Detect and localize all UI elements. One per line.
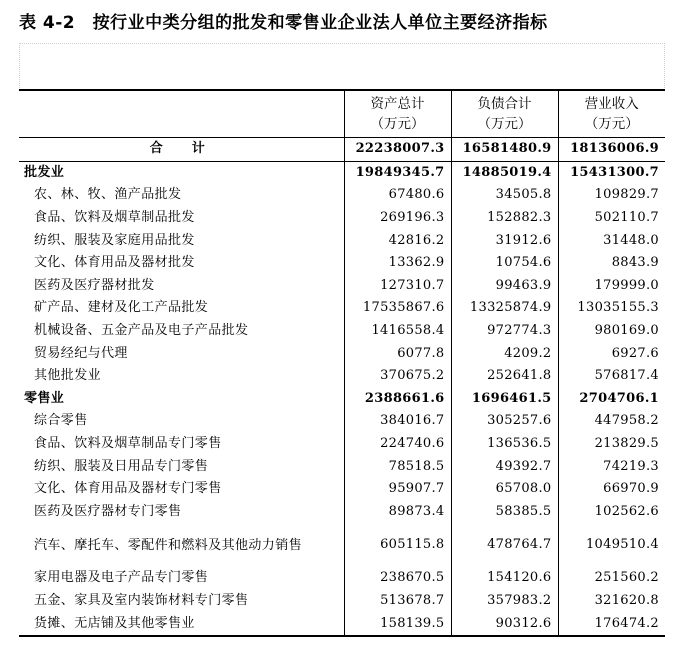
row-label: 农、林、牧、渔产品批发 [34, 187, 182, 203]
total-liabilities-cell: 478764.7 [451, 523, 558, 567]
total-liabilities-cell: 99463.9 [451, 275, 558, 298]
total-liabilities-cell: 136536.5 [451, 433, 558, 456]
operating-revenue-cell: 2704706.1 [558, 388, 665, 411]
header-total-assets-label: 资产总计 [370, 96, 425, 112]
total-liabilities-cell: 16581480.9 [451, 138, 558, 162]
row-label: 零售业 [24, 390, 65, 406]
table-row [19, 229, 665, 252]
total-assets-cell: 605115.8 [344, 523, 451, 567]
total-assets-cell: 22238007.3 [344, 138, 451, 162]
operating-revenue-cell: 66970.9 [558, 478, 665, 501]
operating-revenue-cell: 447958.2 [558, 410, 665, 433]
operating-revenue-cell: 1049510.4 [558, 523, 665, 567]
table-row [19, 478, 665, 501]
operating-revenue-cell: 109829.7 [558, 184, 665, 207]
total-assets-cell: 42816.2 [344, 229, 451, 252]
total-liabilities-cell: 1696461.5 [451, 388, 558, 411]
total-assets-cell: 67480.6 [344, 184, 451, 207]
header-total-assets [344, 90, 451, 138]
table-row [19, 184, 665, 207]
operating-revenue-cell: 74219.3 [558, 455, 665, 478]
operating-revenue-cell: 179999.0 [558, 275, 665, 298]
total-row [19, 138, 665, 162]
total-liabilities-cell: 34505.8 [451, 184, 558, 207]
header-operating-revenue-unit: （万元） [584, 116, 639, 132]
row-label: 其他批发业 [34, 368, 102, 384]
table-title: 表 4-2 按行业中类分组的批发和零售业企业法人单位主要经济指标 [19, 13, 548, 33]
total-liabilities-cell: 357983.2 [451, 590, 558, 613]
header-total-liabilities-label: 负债合计 [477, 96, 532, 112]
total-assets-cell: 1416558.4 [344, 320, 451, 343]
operating-revenue-cell: 576817.4 [558, 365, 665, 388]
row-label: 医药及医疗器材批发 [34, 277, 155, 293]
header-total-assets-unit: （万元） [370, 116, 425, 132]
operating-revenue-cell: 321620.8 [558, 590, 665, 613]
table-row [19, 297, 665, 320]
total-assets-cell: 95907.7 [344, 478, 451, 501]
total-liabilities-cell: 90312.6 [451, 612, 558, 636]
row-label: 货摊、无店铺及其他零售业 [19, 612, 344, 636]
table-row [19, 523, 665, 567]
sector-row [19, 388, 665, 411]
operating-revenue-cell: 13035155.3 [558, 297, 665, 320]
operating-revenue-cell: 980169.0 [558, 320, 665, 343]
total-liabilities-cell: 58385.5 [451, 501, 558, 524]
blank-header-band [19, 43, 665, 90]
table-row [19, 365, 665, 388]
total-assets-cell: 2388661.6 [344, 388, 451, 411]
operating-revenue-cell: 213829.5 [558, 433, 665, 456]
table-row [19, 455, 665, 478]
total-liabilities-cell: 49392.7 [451, 455, 558, 478]
table-row [19, 320, 665, 343]
table-row [19, 252, 665, 275]
row-label: 纺织、服装及日用品专门零售 [34, 458, 209, 474]
row-label: 食品、饮料及烟草制品专门零售 [34, 436, 222, 452]
total-liabilities-cell: 4209.2 [451, 342, 558, 365]
economic-indicators-table [19, 89, 665, 637]
total-liabilities-cell: 305257.6 [451, 410, 558, 433]
total-assets-cell: 158139.5 [344, 612, 451, 636]
row-label: 批发业 [24, 164, 65, 180]
total-liabilities-cell: 65708.0 [451, 478, 558, 501]
total-liabilities-cell: 152882.3 [451, 207, 558, 230]
row-label: 汽车、摩托车、零配件和燃料及其他动力销售 [34, 537, 303, 553]
total-assets-cell: 19849345.7 [344, 161, 451, 184]
header-operating-revenue [558, 90, 665, 138]
total-liabilities-cell: 31912.6 [451, 229, 558, 252]
total-assets-cell: 384016.7 [344, 410, 451, 433]
header-category [19, 90, 344, 138]
row-label: 文化、体育用品及器材专门零售 [34, 481, 222, 497]
header-total-liabilities-unit: （万元） [477, 116, 532, 132]
total-assets-cell: 13362.9 [344, 252, 451, 275]
operating-revenue-cell: 6927.6 [558, 342, 665, 365]
table-row [19, 433, 665, 456]
row-label: 食品、饮料及烟草制品批发 [34, 210, 195, 226]
operating-revenue-cell: 102562.6 [558, 501, 665, 524]
operating-revenue-cell: 176474.2 [558, 612, 665, 636]
total-liabilities-cell: 10754.6 [451, 252, 558, 275]
total-assets-cell: 269196.3 [344, 207, 451, 230]
total-assets-cell: 17535867.6 [344, 297, 451, 320]
total-assets-cell: 224740.6 [344, 433, 451, 456]
total-assets-cell: 370675.2 [344, 365, 451, 388]
total-liabilities-cell: 154120.6 [451, 567, 558, 590]
row-label: 贸易经纪与代理 [34, 345, 128, 361]
operating-revenue-cell: 8843.9 [558, 252, 665, 275]
total-assets-cell: 513678.7 [344, 590, 451, 613]
table-row [19, 612, 665, 636]
row-label: 五金、家具及室内装饰材料专门零售 [34, 592, 249, 608]
row-label: 机械设备、五金产品及电子产品批发 [34, 323, 249, 339]
table-row [19, 342, 665, 365]
total-assets-cell: 238670.5 [344, 567, 451, 590]
operating-revenue-cell: 31448.0 [558, 229, 665, 252]
total-assets-cell: 127310.7 [344, 275, 451, 298]
sector-row [19, 161, 665, 184]
table-row [19, 590, 665, 613]
row-label: 医药及医疗器材专门零售 [34, 503, 182, 519]
row-label: 合 计 [19, 138, 344, 162]
total-liabilities-cell: 14885019.4 [451, 161, 558, 184]
total-liabilities-cell: 972774.3 [451, 320, 558, 343]
table-row [19, 275, 665, 298]
total-liabilities-cell: 252641.8 [451, 365, 558, 388]
table-row [19, 410, 665, 433]
operating-revenue-cell: 251560.2 [558, 567, 665, 590]
total-assets-cell: 89873.4 [344, 501, 451, 524]
row-label: 纺织、服装及家庭用品批发 [34, 232, 195, 248]
header-total-liabilities [451, 90, 558, 138]
total-assets-cell: 6077.8 [344, 342, 451, 365]
operating-revenue-cell: 502110.7 [558, 207, 665, 230]
operating-revenue-cell: 15431300.7 [558, 161, 665, 184]
row-label: 综合零售 [34, 413, 88, 429]
row-label: 文化、体育用品及器材批发 [34, 255, 195, 271]
table-row [19, 207, 665, 230]
table-header-row [19, 90, 665, 138]
operating-revenue-cell: 18136006.9 [558, 138, 665, 162]
header-operating-revenue-label: 营业收入 [584, 96, 639, 112]
row-label: 家用电器及电子产品专门零售 [34, 570, 209, 586]
total-liabilities-cell: 13325874.9 [451, 297, 558, 320]
row-label: 矿产品、建材及化工产品批发 [34, 300, 209, 316]
table-row [19, 501, 665, 524]
total-assets-cell: 78518.5 [344, 455, 451, 478]
table-row [19, 567, 665, 590]
